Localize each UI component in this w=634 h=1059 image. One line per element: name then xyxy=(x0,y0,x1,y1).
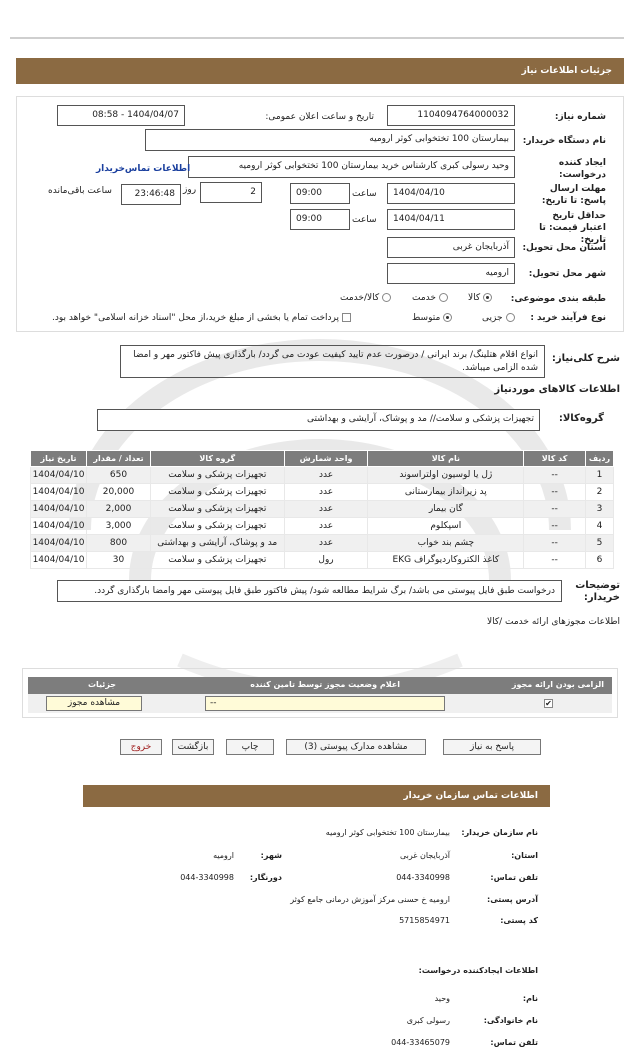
contact-title: اطلاعات تماس سازمان خریدار xyxy=(403,791,538,801)
col-row: ردیف xyxy=(586,451,614,467)
table-cell: 1 xyxy=(586,467,614,484)
page-header xyxy=(16,58,624,84)
table-cell: 3,000 xyxy=(87,518,151,535)
table-cell: 20,000 xyxy=(87,484,151,501)
table-row xyxy=(31,518,614,535)
table-cell: -- xyxy=(524,535,586,552)
creator-last-name-label: نام خانوادگی: xyxy=(483,1016,538,1025)
category-goods-service-label: کالا/خدمت xyxy=(340,293,380,303)
province-field: آذربایجان غربی xyxy=(387,237,515,258)
table-row xyxy=(31,535,614,552)
table-cell: عدد xyxy=(284,518,368,535)
back-button[interactable]: بازگشت xyxy=(172,739,214,755)
table-cell: 1404/04/10 xyxy=(31,501,87,518)
col-name: نام کالا xyxy=(368,451,524,467)
table-cell: 1404/04/10 xyxy=(31,552,87,569)
city-field: ارومیه xyxy=(387,263,515,284)
contact-postal-label: کد پستی: xyxy=(500,916,538,925)
validity-date-field: 1404/04/11 xyxy=(387,209,515,230)
process-label: نوع فرآیند خرید : xyxy=(530,313,606,323)
province-label: استان محل تحویل: xyxy=(522,243,606,253)
payment-note: پرداخت تمام یا بخشی از مبلغ خرید،از محل "اسناد خزانه اسلامی" خواهد بود. xyxy=(52,313,340,323)
top-divider xyxy=(10,37,624,39)
category-service-label: خدمت xyxy=(412,293,436,303)
table-cell: 4 xyxy=(586,518,614,535)
table-cell: -- xyxy=(524,552,586,569)
reply-button[interactable]: پاسخ به نیاز xyxy=(443,739,541,755)
need-number-label: شماره نیاز: xyxy=(554,112,606,122)
validity-time-field: 09:00 xyxy=(290,209,350,230)
permits-col-required: الزامی بودن ارائه مجوز xyxy=(511,680,604,689)
table-cell: 1404/04/10 xyxy=(31,518,87,535)
process-medium-option[interactable] xyxy=(412,313,452,323)
table-cell: 2 xyxy=(586,484,614,501)
category-goods-label: کالا xyxy=(468,293,481,303)
days-label: روز xyxy=(183,185,197,195)
summary-text: انواع اقلام هتلینگ/ برند ایرانی / درصورت عدم تایید کیفیت عودت می گردد/ بارگذاری پیش فاکتور مهر و امضا شده الزامی میباشد. xyxy=(133,350,538,373)
category-service-option[interactable] xyxy=(412,293,448,303)
exit-button[interactable]: خروج xyxy=(120,739,162,755)
table-cell: تجهیزات پزشکی و سلامت xyxy=(150,552,284,569)
table-cell: عدد xyxy=(284,467,368,484)
goods-group-label: گروه‌کالا: xyxy=(558,413,604,424)
table-cell: 1404/04/10 xyxy=(31,484,87,501)
table-cell: پد زیرانداز بیمارستانی xyxy=(368,484,524,501)
table-cell: 800 xyxy=(87,535,151,552)
contact-buyer-link[interactable]: اطلاعات تماس‌خریدار xyxy=(96,164,191,174)
creator-phone: 044-33465079 xyxy=(391,1038,450,1047)
radio-goods[interactable] xyxy=(483,293,492,302)
creator-phone-label: تلفن تماس: xyxy=(490,1038,538,1047)
announce-field: 1404/04/07 - 08:58 xyxy=(57,105,185,126)
table-cell: -- xyxy=(524,467,586,484)
table-cell: مد و پوشاک، آرایشی و بهداشتی xyxy=(150,535,284,552)
goods-section-title: اطلاعات کالاهای موردنیاز xyxy=(494,384,620,395)
creator-first-name-label: نام: xyxy=(522,994,538,1003)
buyer-notes-label: توضیحات خریدار: xyxy=(575,580,620,603)
table-cell: ژل یا لوسیون اولتراسوند xyxy=(368,467,524,484)
table-cell: 5 xyxy=(586,535,614,552)
permits-col-status: اعلام وضعیت مجوز توسط تامین کننده xyxy=(250,680,400,689)
contact-address-label: آدرس پستی: xyxy=(487,895,538,904)
contact-province-label: استان: xyxy=(511,851,538,860)
buyer-notes-box xyxy=(57,580,562,602)
requester-field: وحید رسولی کبری کارشناس خرید بیمارستان 100 تختخوابی کوثر ارومیه xyxy=(188,156,515,178)
contact-city: ارومیه xyxy=(213,851,234,860)
table-cell: تجهیزات پزشکی و سلامت xyxy=(150,484,284,501)
permits-title: اطلاعات مجوزهای ارائه خدمت /کالا xyxy=(486,617,620,627)
page-title: جزئیات اطلاعات نیاز xyxy=(521,66,612,76)
radio-service[interactable] xyxy=(439,293,448,302)
creator-title: اطلاعات ایجادکننده درخواست: xyxy=(418,966,538,975)
remaining-label: ساعت باقی‌مانده xyxy=(48,186,112,196)
category-goods-option[interactable] xyxy=(468,293,492,303)
contact-address: ارومیه خ حسنی مرکز آموزش درمانی جامع کوثر xyxy=(290,895,450,904)
contact-details xyxy=(83,818,550,1058)
deadline-label: مهلت ارسال پاسخ: تا تاریخ: xyxy=(541,184,606,206)
contact-fax-label: دورنگار: xyxy=(249,873,282,882)
contact-phone-label: تلفن تماس: xyxy=(490,873,538,882)
contact-city-label: شهر: xyxy=(260,851,282,860)
payment-option[interactable] xyxy=(52,313,351,323)
table-cell: 650 xyxy=(87,467,151,484)
category-goods-service-option[interactable] xyxy=(340,293,391,303)
table-cell: تجهیزات پزشکی و سلامت xyxy=(150,501,284,518)
table-cell: 3 xyxy=(586,501,614,518)
requester-label: ایجاد کننده درخواست: xyxy=(558,158,606,180)
contact-fax: 044-3340998 xyxy=(180,873,234,882)
need-number-field: 1104094764000032 xyxy=(387,105,515,126)
table-cell: رول xyxy=(284,552,368,569)
summary-label: شرح کلی‌نیاز: xyxy=(551,353,620,364)
table-cell: -- xyxy=(524,518,586,535)
table-cell: کاغذ الکتروکاردیوگراف EKG xyxy=(368,552,524,569)
contact-postal: 5715854971 xyxy=(399,916,450,925)
contact-phone: 044-3340998 xyxy=(396,873,450,882)
category-label: طبقه بندی موضوعی: xyxy=(510,294,606,304)
contact-header xyxy=(83,785,550,807)
deadline-time-label: ساعت xyxy=(352,189,377,199)
col-group: گروه کالا xyxy=(150,451,284,467)
table-cell: تجهیزات پزشکی و سلامت xyxy=(150,518,284,535)
buyer-notes-text: درخواست طبق فایل پیوستی می باشد/ برگ شرایط مطالعه شود/ پیش فاکتور طبق فایل پیوستی مهر وامضا بارگذاری گردد. xyxy=(94,586,555,596)
table-cell: عدد xyxy=(284,535,368,552)
contact-org-label: نام سازمان خریدار: xyxy=(461,828,538,837)
table-cell: 1404/04/10 xyxy=(31,535,87,552)
buyer-org-field: بیمارستان 100 تختخوابی کوثر ارومیه xyxy=(145,129,515,151)
table-cell: چشم بند خواب xyxy=(368,535,524,552)
contact-province: آذربایجان غربی xyxy=(399,851,450,860)
process-partial-option[interactable] xyxy=(482,313,515,323)
deadline-date-field: 1404/04/10 xyxy=(387,183,515,204)
table-row xyxy=(31,484,614,501)
table-cell: تجهیزات پزشکی و سلامت xyxy=(150,467,284,484)
validity-label: حداقل تاریخ اعتبار قیمت: تا تاریخ: xyxy=(539,211,606,245)
col-unit: واحد شمارش xyxy=(284,451,368,467)
col-code: کد کالا xyxy=(524,451,586,467)
col-qty: تعداد / مقدار xyxy=(87,451,151,467)
buyer-org-label: نام دستگاه خریدار: xyxy=(522,136,606,146)
table-cell: 6 xyxy=(586,552,614,569)
radio-partial[interactable] xyxy=(506,313,515,322)
permit-status-field xyxy=(205,696,445,711)
permits-header xyxy=(28,677,612,694)
table-cell: 1404/04/10 xyxy=(31,467,87,484)
attachments-button[interactable]: مشاهده مدارک پیوستی (3) xyxy=(286,739,426,755)
validity-time-label: ساعت xyxy=(352,215,377,225)
table-row xyxy=(31,467,614,484)
creator-first-name: وحید xyxy=(434,994,450,1003)
table-row xyxy=(31,501,614,518)
goods-group-field: تجهیزات پزشکی و سلامت// مد و پوشاک، آرایشی و بهداشتی xyxy=(97,409,540,431)
goods-table xyxy=(30,450,614,569)
creator-last-name: رسولی کبری xyxy=(406,1016,450,1025)
permits-col-details: جزئیات xyxy=(88,680,117,689)
process-partial-label: جزیی xyxy=(482,313,503,323)
permit-required-checkbox: ✔ xyxy=(545,699,552,708)
radio-medium[interactable] xyxy=(443,313,452,322)
city-label: شهر محل تحویل: xyxy=(528,269,606,279)
radio-goods-service[interactable] xyxy=(382,293,391,302)
announce-label: تاریخ و ساعت اعلان عمومی: xyxy=(265,112,374,122)
contact-org: بیمارستان 100 تختخوابی کوثر ارومیه xyxy=(325,828,450,837)
days-left-field: 2 xyxy=(200,182,262,203)
table-cell: عدد xyxy=(284,484,368,501)
table-cell: -- xyxy=(524,484,586,501)
table-cell: گان بیمار xyxy=(368,501,524,518)
col-date: تاریخ نیاز xyxy=(31,451,87,467)
view-permit-button[interactable]: مشاهده مجوز xyxy=(46,696,142,711)
deadline-time-field: 09:00 xyxy=(290,183,350,204)
goods-table-header xyxy=(31,451,614,467)
table-cell: -- xyxy=(524,501,586,518)
table-cell: عدد xyxy=(284,501,368,518)
permit-status-value: -- xyxy=(210,698,217,708)
table-row xyxy=(31,552,614,569)
payment-checkbox[interactable] xyxy=(342,313,351,322)
table-cell: اسپکلوم xyxy=(368,518,524,535)
print-button[interactable]: چاپ xyxy=(226,739,274,755)
summary-box xyxy=(120,345,545,378)
process-medium-label: متوسط xyxy=(412,313,441,323)
table-cell: 2,000 xyxy=(87,501,151,518)
table-cell: 30 xyxy=(87,552,151,569)
remaining-time-field: 23:46:48 xyxy=(121,184,181,205)
